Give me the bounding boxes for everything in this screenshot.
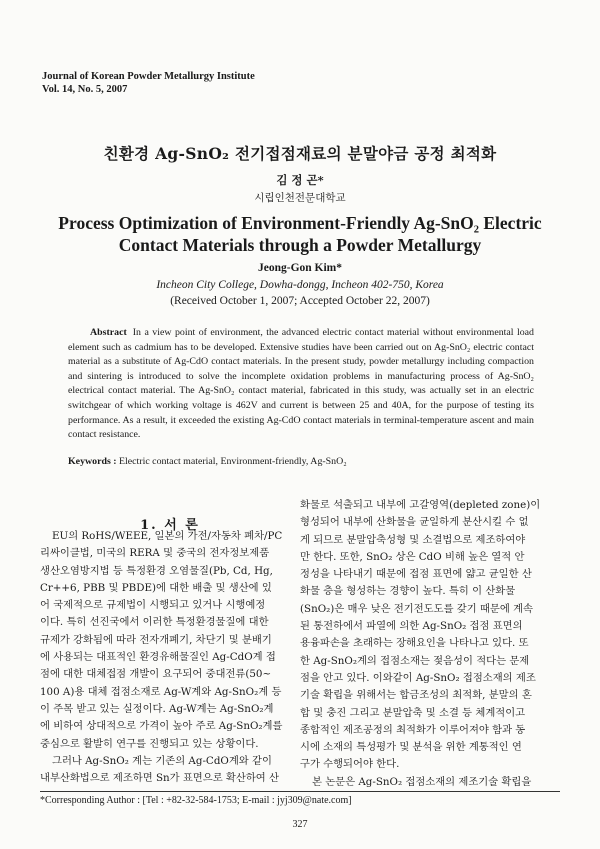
text-line: 기술 확립을 위해서는 합금조성의 최적화, 분말의 혼 (300, 689, 532, 702)
received-dates: (Received October 1, 2007; Accepted October 22, 2007) (170, 295, 430, 307)
journal-name: Journal of Korean Powder Metallurgy Institute (42, 71, 255, 82)
section-heading: 1. 서 론 (140, 518, 200, 533)
text-line: 리싸이클법, 미국의 RERA 및 중국의 전자정보제품 (40, 547, 270, 560)
right-column (300, 497, 562, 791)
text-line: (SnO₂)은 매우 낮은 전기전도도를 갖기 때문에 계속 (300, 602, 533, 615)
text-line: 게 되므로 분말압축성형 및 소결법으로 제조하여야 (300, 533, 526, 546)
korean-author: 김 정 곤* (276, 173, 324, 187)
right-column-lines (300, 497, 562, 791)
text-line: 이 주목 받고 있는 실정이다. Ag-W계는 Ag-SnO₂계 (40, 702, 274, 715)
text-line: 형성되어 내부에 산화물을 균일하게 분산시킬 수 없 (300, 516, 529, 529)
text-line: 에 사용되는 대표적인 환경유해물질인 Ag-CdO계 접 (40, 651, 276, 664)
journal-volume: Vol. 14, No. 5, 2007 (42, 84, 128, 95)
text-line: 규제가 강화됨에 따라 전자개폐기, 차단기 및 분배기 (40, 633, 272, 646)
english-author: Jeong-Gon Kim* (257, 262, 342, 274)
journal-header (42, 70, 255, 96)
text-line: 만 한다. 또한, SnO₂ 상은 CdO 비해 높은 열적 안 (300, 550, 525, 563)
text-line: 용융파손을 초래하는 장해요인을 나타나고 있다. 또 (300, 637, 529, 650)
abstract-label: Abstract (90, 327, 127, 338)
text-line: 화물 층을 형성하는 경향이 높다. 특히 이 산화물 (300, 585, 516, 598)
korean-title: 친환경 Ag-SnO₂ 전기접점재료의 분말야금 공정 최적화 (103, 144, 497, 163)
english-affiliation: Incheon City College, Dowha-dongg, Incheon 402-750, Korea (156, 279, 444, 291)
left-column (40, 528, 302, 787)
text-line: 중심으로 활발히 연구를 진행되고 있는 상황이다. (40, 737, 259, 750)
footnote-divider (40, 791, 560, 792)
abstract (68, 326, 534, 443)
footnote: *Corresponding Author : [Tel : +82-32-584-1753; E-mail : jyj309@nate.com] (40, 795, 352, 806)
abstract-text: In a view point of environment, the advanced electric contact material without environmental load element such as cadmium has to be developed. Extensive studies have been carried out on Ag-SnO₂ electric contact material as a substitute of Ag-CdO contact materials. In the present study, powder metallurgy including compaction and sintering is introduced to solve the incomplete oxidation problems in manufacturing process of Ag-SnO₂ electrical contact material. The Ag-SnO₂ contact material, fabricated in this study, was actually set in an electric switchgear of which working voltage is 462V and current is between 25 and 40A, for the purpose of testing its performance. As a result, it exceeded the existing Ag-CdO contact materials in terminal-temperature ascent and main contact resistance. (68, 327, 534, 441)
text-line: EU의 RoHS/WEEE, 일본의 가전/자동차 폐차/PC (52, 530, 283, 542)
text-line: 화물로 석출되고 내부에 고갈영역(depleted zone)이 (300, 499, 541, 511)
text-line: 정성을 나타내기 때문에 접점 표면에 얇고 균일한 산 (300, 568, 532, 581)
text-line: 종합적인 제조공정의 최적화가 이루어져야 함과 동 (300, 723, 526, 736)
text-line: 점에 대한 대체접점 개발이 요구되어 중대전류(50~ (40, 668, 272, 681)
text-line: 100 A)용 대체 접점소재로 Ag-W계와 Ag-SnO₂계 등 (40, 685, 282, 698)
text-line: 본 논문은 Ag-SnO₂ 접점소재의 제조기술 확립을 (312, 775, 532, 788)
text-line: 그러나 Ag-SnO₂ 계는 기존의 Ag-CdO계와 같이 (52, 754, 272, 767)
keywords-text: Electric contact material, Environment-friendly, Ag-SnO₂ (119, 456, 347, 467)
text-line: 합 및 충진 그리고 분말압축 및 소결 등 체계적이고 (300, 706, 526, 719)
text-line: 된 통전하에서 파열에 의한 Ag-SnO₂ 접점 표면의 (300, 620, 523, 633)
korean-affiliation: 시립인천전문대학교 (254, 192, 346, 204)
text-line: 구가 수행되어야 한다. (300, 758, 400, 771)
text-line: 점을 안고 있다. 이와같이 Ag-SnO₂ 접점소재의 제조 (300, 671, 536, 684)
keywords-label: Keywords : (68, 456, 117, 467)
text-line: 이다. 특히 선진국에서 이러한 특정환경물질에 대한 (40, 616, 269, 629)
text-line: Cr++6, PBB 및 PBDE)에 대한 배출 및 생산에 있 (40, 581, 272, 594)
keywords (68, 456, 534, 467)
english-title: Process Optimization of Environment-Friendly Ag-SnO₂ Electric Contact Materials through a Powder Metallurgy (58, 213, 542, 255)
text-line: 시에 소재의 특성평가 및 분석을 위한 계통적인 연 (300, 741, 522, 754)
left-column-lines (40, 528, 302, 787)
text-line: 한 Ag-SnO₂계의 접점소재는 젖음성이 적다는 문제 (300, 654, 530, 667)
page-number: 327 (292, 819, 308, 830)
text-line: 에 비하여 상대적으로 가격이 높아 주로 Ag-SnO₂계를 (40, 720, 283, 733)
text-line: 생산오염방지법 등 특정환경 오염물질(Pb, Cd, Hg, (40, 564, 273, 577)
text-line: 어 국제적으로 규제법이 시행되고 있거나 시행예정 (40, 599, 266, 612)
text-line: 내부산화법으로 제조하면 Sn가 표면으로 확산하여 산 (40, 772, 279, 785)
